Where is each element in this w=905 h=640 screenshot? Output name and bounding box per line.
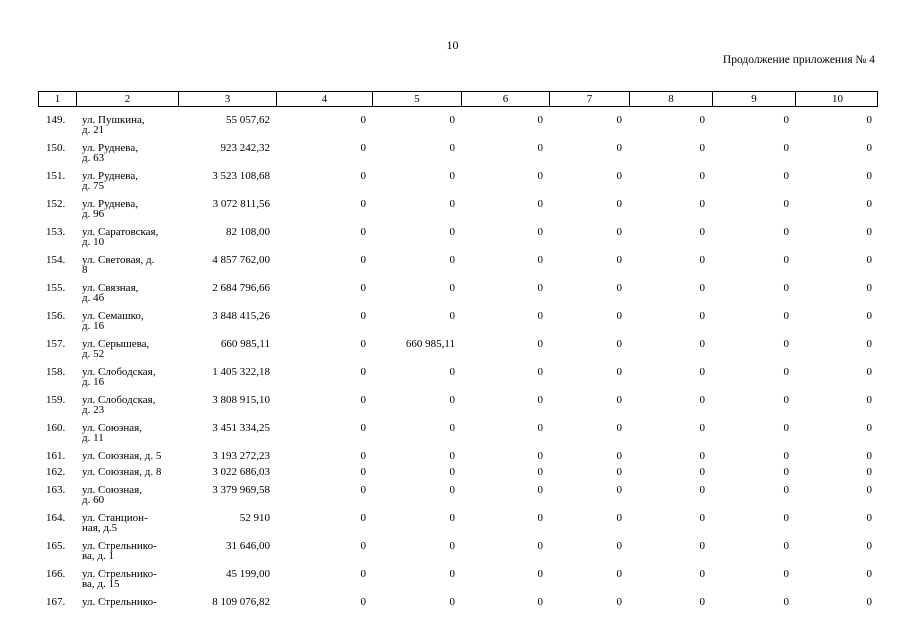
row-number: 164.	[46, 512, 66, 524]
value-cell-col-6: 0	[537, 198, 543, 210]
value-cell-col-6: 0	[537, 114, 543, 126]
address-line: ва, д. 1	[82, 550, 115, 562]
column-header-10: 10	[795, 92, 879, 106]
page-number: 10	[446, 38, 459, 52]
address-cell	[82, 115, 177, 135]
value-cell-col-10: 0	[866, 226, 872, 238]
value-cell-col-8: 0	[699, 142, 705, 154]
value-cell-col-5: 0	[449, 540, 455, 552]
value-cell-col-9: 0	[783, 366, 789, 378]
column-header-4: 4	[276, 92, 372, 106]
value-cell-col-6: 0	[537, 310, 543, 322]
address-line: ул. Руднева,	[82, 170, 138, 182]
address-cell	[82, 199, 177, 219]
value-cell-col-9: 0	[783, 170, 789, 182]
value-cell-col-8: 0	[699, 254, 705, 266]
column-header-7: 7	[549, 92, 629, 106]
continuation-caption: Продолжение приложения № 4	[722, 54, 875, 66]
value-cell-col-6: 0	[537, 338, 543, 350]
address-cell	[82, 143, 177, 163]
value-cell-col-5: 0	[449, 366, 455, 378]
value-cell-col-8: 0	[699, 226, 705, 238]
value-cell-col-3: 3 848 415,26	[212, 310, 270, 322]
value-cell-col-3: 31 646,00	[226, 540, 270, 552]
value-cell-col-4: 0	[360, 254, 366, 266]
value-cell-col-7: 0	[616, 394, 622, 406]
address-line: д. 11	[82, 432, 104, 444]
value-cell-col-10: 0	[866, 466, 872, 478]
value-cell-col-8: 0	[699, 338, 705, 350]
value-cell-col-5: 0	[449, 142, 455, 154]
row-number: 161.	[46, 450, 66, 462]
address-cell	[82, 569, 177, 589]
address-cell	[82, 451, 177, 461]
address-line: ул. Связная,	[82, 282, 139, 294]
row-number: 160.	[46, 422, 66, 434]
value-cell-col-9: 0	[783, 310, 789, 322]
value-cell-col-10: 0	[866, 596, 872, 608]
value-cell-col-5: 0	[449, 568, 455, 580]
value-cell-col-5: 0	[449, 170, 455, 182]
row-number: 167.	[46, 596, 66, 608]
value-cell-col-3: 3 523 108,68	[212, 170, 270, 182]
value-cell-col-7: 0	[616, 338, 622, 350]
value-cell-col-3: 55 057,62	[226, 114, 270, 126]
address-line: д. 16	[82, 320, 105, 332]
address-line: д. 75	[82, 180, 105, 192]
value-cell-col-3: 3 022 686,03	[212, 466, 270, 478]
address-cell	[82, 467, 177, 477]
address-line: ул. Союзная, д. 8	[82, 466, 162, 478]
value-cell-col-5: 0	[449, 114, 455, 126]
value-cell-col-5: 660 985,11	[405, 338, 455, 350]
address-cell	[82, 395, 177, 415]
address-line: ул. Серышева,	[82, 338, 150, 350]
value-cell-col-10: 0	[866, 142, 872, 154]
value-cell-col-6: 0	[537, 142, 543, 154]
value-cell-col-7: 0	[616, 282, 622, 294]
value-cell-col-3: 8 109 076,82	[212, 596, 270, 608]
value-cell-col-9: 0	[783, 484, 789, 496]
value-cell-col-7: 0	[616, 114, 622, 126]
value-cell-col-9: 0	[783, 226, 789, 238]
value-cell-col-8: 0	[699, 512, 705, 524]
address-line: ул. Станцион-	[82, 512, 148, 524]
value-cell-col-10: 0	[866, 540, 872, 552]
value-cell-col-4: 0	[360, 170, 366, 182]
value-cell-col-5: 0	[449, 484, 455, 496]
value-cell-col-10: 0	[866, 422, 872, 434]
value-cell-col-9: 0	[783, 596, 789, 608]
value-cell-col-10: 0	[866, 338, 872, 350]
address-line: ул. Союзная,	[82, 484, 142, 496]
value-cell-col-8: 0	[699, 484, 705, 496]
value-cell-col-9: 0	[783, 450, 789, 462]
value-cell-col-3: 3 451 334,25	[212, 422, 270, 434]
address-line: д. 60	[82, 494, 105, 506]
address-line: д. 23	[82, 404, 105, 416]
row-number: 150.	[46, 142, 66, 154]
value-cell-col-4: 0	[360, 338, 366, 350]
column-header-1: 1	[54, 93, 61, 105]
address-line: д. 63	[82, 152, 105, 164]
address-line: ул. Саратовская,	[82, 226, 159, 238]
value-cell-col-5: 0	[449, 198, 455, 210]
value-cell-col-4: 0	[360, 142, 366, 154]
value-cell-col-4: 0	[360, 226, 366, 238]
value-cell-col-5: 0	[449, 422, 455, 434]
value-cell-col-9: 0	[783, 540, 789, 552]
value-cell-col-4: 0	[360, 466, 366, 478]
address-cell	[82, 367, 177, 387]
value-cell-col-5: 0	[449, 282, 455, 294]
value-cell-col-10: 0	[866, 114, 872, 126]
value-cell-col-8: 0	[699, 596, 705, 608]
value-cell-col-9: 0	[783, 282, 789, 294]
address-cell	[82, 255, 177, 275]
value-cell-col-8: 0	[699, 466, 705, 478]
value-cell-col-10: 0	[866, 310, 872, 322]
value-cell-col-8: 0	[699, 366, 705, 378]
row-number: 157.	[46, 338, 66, 350]
value-cell-col-7: 0	[616, 366, 622, 378]
value-cell-col-6: 0	[537, 366, 543, 378]
value-cell-col-9: 0	[783, 338, 789, 350]
column-header-2: 2	[76, 92, 178, 106]
row-number: 156.	[46, 310, 66, 322]
value-cell-col-8: 0	[699, 540, 705, 552]
value-cell-col-3: 3 808 915,10	[212, 394, 270, 406]
value-cell-col-6: 0	[537, 450, 543, 462]
row-number: 149.	[46, 114, 66, 126]
address-cell	[82, 423, 177, 443]
address-cell	[82, 311, 177, 331]
address-line: д. 21	[82, 124, 105, 136]
table-header	[38, 91, 878, 107]
value-cell-col-10: 0	[866, 170, 872, 182]
row-number: 163.	[46, 484, 66, 496]
address-line: ул. Пушкина,	[82, 114, 145, 126]
value-cell-col-3: 82 108,00	[226, 226, 270, 238]
address-line: ул. Слободская,	[82, 366, 156, 378]
address-cell	[82, 541, 177, 561]
value-cell-col-7: 0	[616, 596, 622, 608]
value-cell-col-5: 0	[449, 466, 455, 478]
address-line: д. 4б	[82, 292, 105, 304]
value-cell-col-6: 0	[537, 170, 543, 182]
value-cell-col-10: 0	[866, 484, 872, 496]
value-cell-col-3: 4 857 762,00	[212, 254, 270, 266]
value-cell-col-3: 1 405 322,18	[212, 366, 270, 378]
value-cell-col-4: 0	[360, 198, 366, 210]
address-line: ул. Световая, д.	[82, 254, 155, 266]
column-header-6: 6	[461, 92, 549, 106]
value-cell-col-7: 0	[616, 484, 622, 496]
address-cell	[82, 227, 177, 247]
value-cell-col-6: 0	[537, 422, 543, 434]
address-line: ул. Союзная,	[82, 422, 142, 434]
value-cell-col-8: 0	[699, 422, 705, 434]
value-cell-col-10: 0	[866, 254, 872, 266]
value-cell-col-9: 0	[783, 512, 789, 524]
value-cell-col-6: 0	[537, 394, 543, 406]
value-cell-col-8: 0	[699, 282, 705, 294]
value-cell-col-4: 0	[360, 366, 366, 378]
value-cell-col-8: 0	[699, 310, 705, 322]
value-cell-col-6: 0	[537, 484, 543, 496]
value-cell-col-8: 0	[699, 114, 705, 126]
value-cell-col-4: 0	[360, 484, 366, 496]
value-cell-col-6: 0	[537, 282, 543, 294]
value-cell-col-9: 0	[783, 142, 789, 154]
value-cell-col-6: 0	[537, 596, 543, 608]
address-line: ул. Семашко,	[82, 310, 144, 322]
address-line: ва, д. 15	[82, 578, 120, 590]
value-cell-col-7: 0	[616, 170, 622, 182]
value-cell-col-4: 0	[360, 114, 366, 126]
row-number: 166.	[46, 568, 66, 580]
address-line: д. 52	[82, 348, 105, 360]
value-cell-col-5: 0	[449, 310, 455, 322]
address-cell	[82, 513, 177, 533]
value-cell-col-8: 0	[699, 394, 705, 406]
value-cell-col-7: 0	[616, 254, 622, 266]
address-line: 8	[82, 264, 88, 276]
address-cell	[82, 339, 177, 359]
value-cell-col-3: 660 985,11	[220, 338, 270, 350]
value-cell-col-8: 0	[699, 198, 705, 210]
value-cell-col-7: 0	[616, 450, 622, 462]
value-cell-col-3: 3 072 811,56	[212, 198, 270, 210]
value-cell-col-5: 0	[449, 450, 455, 462]
address-cell	[82, 171, 177, 191]
value-cell-col-9: 0	[783, 198, 789, 210]
value-cell-col-6: 0	[537, 226, 543, 238]
value-cell-col-3: 3 193 272,23	[212, 450, 270, 462]
value-cell-col-7: 0	[616, 568, 622, 580]
column-header-5: 5	[372, 92, 461, 106]
value-cell-col-3: 52 910	[239, 512, 270, 524]
value-cell-col-3: 3 379 969,58	[212, 484, 270, 496]
value-cell-col-10: 0	[866, 198, 872, 210]
row-number: 162.	[46, 466, 66, 478]
row-number: 158.	[46, 366, 66, 378]
value-cell-col-4: 0	[360, 540, 366, 552]
row-number: 152.	[46, 198, 66, 210]
value-cell-col-5: 0	[449, 254, 455, 266]
value-cell-col-4: 0	[360, 450, 366, 462]
value-cell-col-10: 0	[866, 568, 872, 580]
value-cell-col-3: 45 199,00	[226, 568, 270, 580]
value-cell-col-9: 0	[783, 568, 789, 580]
value-cell-col-4: 0	[360, 282, 366, 294]
value-cell-col-4: 0	[360, 596, 366, 608]
value-cell-col-7: 0	[616, 466, 622, 478]
address-line: ул. Стрельнико-	[82, 540, 157, 552]
value-cell-col-9: 0	[783, 466, 789, 478]
value-cell-col-6: 0	[537, 568, 543, 580]
column-header-8: 8	[629, 92, 712, 106]
value-cell-col-4: 0	[360, 394, 366, 406]
row-number: 154.	[46, 254, 66, 266]
value-cell-col-9: 0	[783, 254, 789, 266]
address-line: ул. Руднева,	[82, 142, 138, 154]
address-line: ул. Слободская,	[82, 394, 156, 406]
row-number: 155.	[46, 282, 66, 294]
value-cell-col-10: 0	[866, 366, 872, 378]
value-cell-col-4: 0	[360, 568, 366, 580]
value-cell-col-10: 0	[866, 282, 872, 294]
value-cell-col-9: 0	[783, 394, 789, 406]
value-cell-col-7: 0	[616, 142, 622, 154]
value-cell-col-7: 0	[616, 310, 622, 322]
row-number: 159.	[46, 394, 66, 406]
value-cell-col-5: 0	[449, 226, 455, 238]
address-cell	[82, 485, 177, 505]
value-cell-col-6: 0	[537, 512, 543, 524]
value-cell-col-5: 0	[449, 596, 455, 608]
row-number: 165.	[46, 540, 66, 552]
value-cell-col-4: 0	[360, 422, 366, 434]
address-line: д. 16	[82, 376, 105, 388]
value-cell-col-3: 923 242,32	[220, 142, 270, 154]
address-line: ул. Союзная, д. 5	[82, 450, 162, 462]
address-line: ная, д.5	[82, 522, 118, 534]
value-cell-col-10: 0	[866, 394, 872, 406]
value-cell-col-7: 0	[616, 512, 622, 524]
value-cell-col-9: 0	[783, 422, 789, 434]
value-cell-col-9: 0	[783, 114, 789, 126]
value-cell-col-10: 0	[866, 512, 872, 524]
value-cell-col-4: 0	[360, 512, 366, 524]
column-header-9: 9	[712, 92, 795, 106]
value-cell-col-6: 0	[537, 466, 543, 478]
value-cell-col-6: 0	[537, 540, 543, 552]
value-cell-col-10: 0	[866, 450, 872, 462]
value-cell-col-7: 0	[616, 540, 622, 552]
address-cell	[82, 283, 177, 303]
row-number: 151.	[46, 170, 66, 182]
value-cell-col-5: 0	[449, 512, 455, 524]
value-cell-col-8: 0	[699, 568, 705, 580]
value-cell-col-8: 0	[699, 450, 705, 462]
column-header-3: 3	[178, 92, 276, 106]
address-line: ул. Стрельнико-	[82, 596, 157, 608]
address-line: д. 10	[82, 236, 105, 248]
value-cell-col-3: 2 684 796,66	[212, 282, 270, 294]
value-cell-col-4: 0	[360, 310, 366, 322]
value-cell-col-7: 0	[616, 226, 622, 238]
value-cell-col-7: 0	[616, 422, 622, 434]
value-cell-col-8: 0	[699, 170, 705, 182]
row-number: 153.	[46, 226, 66, 238]
address-line: д. 96	[82, 208, 105, 220]
address-cell	[82, 597, 177, 607]
address-line: ул. Стрельнико-	[82, 568, 157, 580]
value-cell-col-5: 0	[449, 394, 455, 406]
value-cell-col-7: 0	[616, 198, 622, 210]
value-cell-col-6: 0	[537, 254, 543, 266]
address-line: ул. Руднева,	[82, 198, 138, 210]
